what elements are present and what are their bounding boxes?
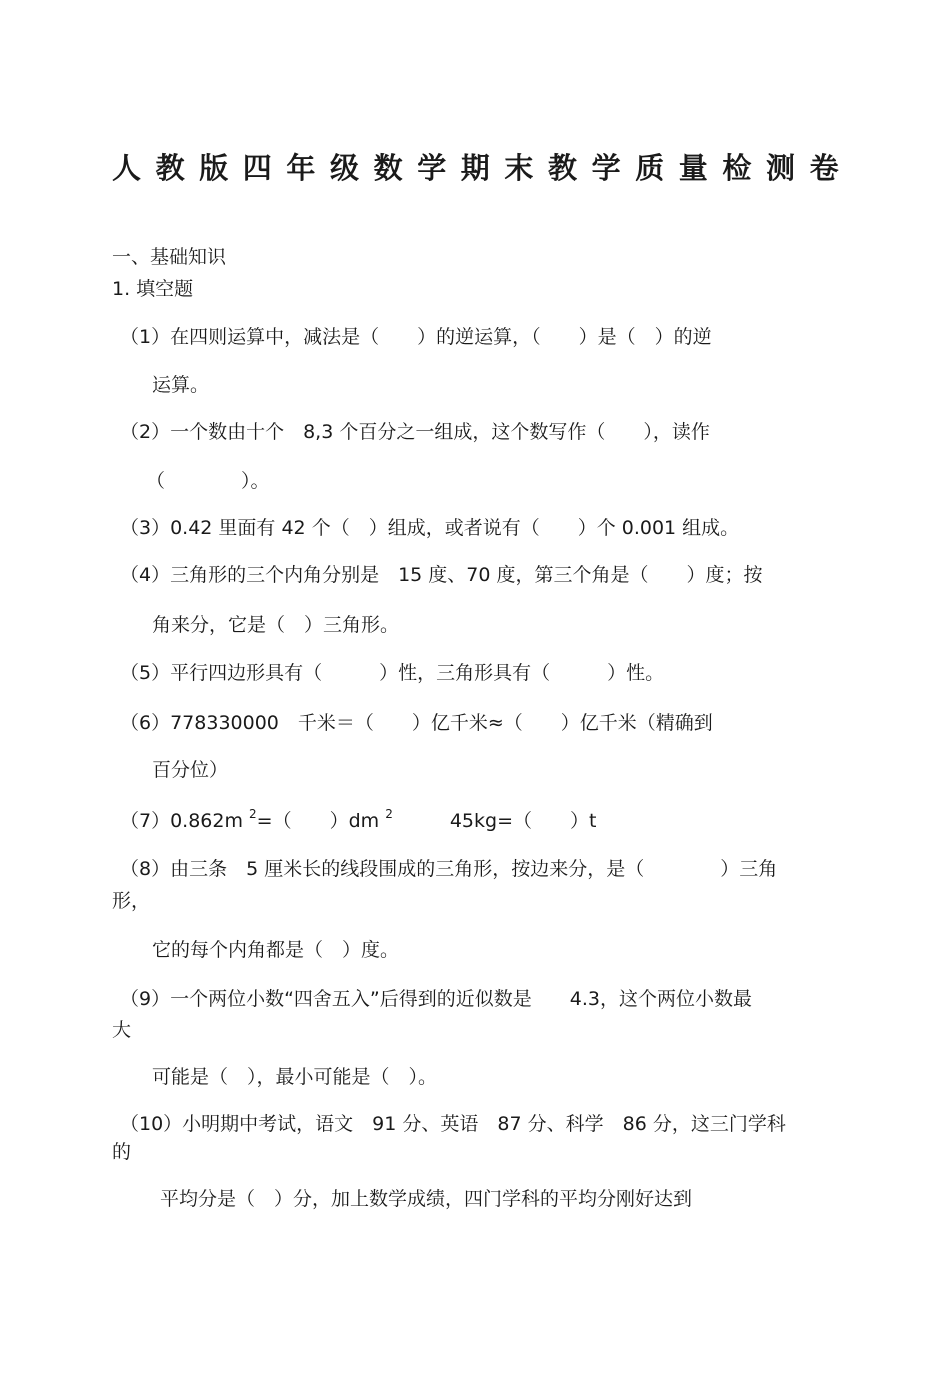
question-1-line-1: （1）在四则运算中，减法是（ ）的逆运算，（ ）是（ ）的逆 <box>120 326 712 348</box>
subsection-heading: 1. 填空题 <box>112 278 194 300</box>
question-10-line-2: 平均分是（ ）分，加上数学成绩，四门学科的平均分刚好达到 <box>160 1188 693 1210</box>
question-9-line-1: （9）一个两位小数“四舍五入”后得到的近似数是 4.3，这个两位小数最 <box>120 988 752 1010</box>
question-1-line-2: 运算。 <box>152 374 210 396</box>
question-5-line-1: （5）平行四边形具有（ ）性，三角形具有（ ）性。 <box>120 662 665 684</box>
question-7-superscript-2: 2 <box>385 807 393 821</box>
question-4-line-1: （4）三角形的三个内角分别是 15 度、70 度，第三个角是（ ）度；按 <box>120 564 763 586</box>
question-8-line-1: （8）由三条 5 厘米长的线段围成的三角形，按边来分，是（ ）三角 <box>120 858 778 880</box>
question-7-part-1: （7）0.862m <box>120 810 250 832</box>
question-6-line-2: 百分位） <box>152 759 229 781</box>
question-6-line-1: （6）778330000 千米＝（ ）亿千米≈（ ）亿千米（精确到 <box>120 712 713 734</box>
question-3-line-1: （3）0.42 里面有 42 个（ ）组成，或者说有（ ）个 0.001 组成。 <box>120 517 740 539</box>
question-7-line-1 <box>120 808 596 834</box>
question-7-part-2: =（ ）dm <box>256 810 386 832</box>
section-heading: 一、基础知识 <box>112 246 227 268</box>
question-9-line-2: 可能是（ ），最小可能是（ ）。 <box>152 1066 438 1088</box>
question-7-superscript-1: 2 <box>249 807 257 821</box>
question-10-line-1: （10）小明期中考试，语文 91 分、英语 87 分、科学 86 分，这三门学科 <box>120 1113 786 1135</box>
question-2-line-1: （2）一个数由十个 8,3 个百分之一组成，这个数写作（ ），读作 <box>120 421 710 443</box>
question-7-part-3: 45kg=（ ）t <box>392 810 597 832</box>
question-10-wrap: 的 <box>112 1141 132 1163</box>
question-2-line-2: （ ）。 <box>146 470 270 492</box>
question-8-wrap: 形， <box>112 890 151 912</box>
page-title: 人教版四年级数学期末教学质量检测卷 <box>112 151 854 185</box>
question-9-wrap: 大 <box>112 1019 132 1041</box>
question-4-line-2: 角来分，它是（ ）三角形。 <box>152 614 400 636</box>
question-8-line-2: 它的每个内角都是（ ）度。 <box>152 939 400 961</box>
